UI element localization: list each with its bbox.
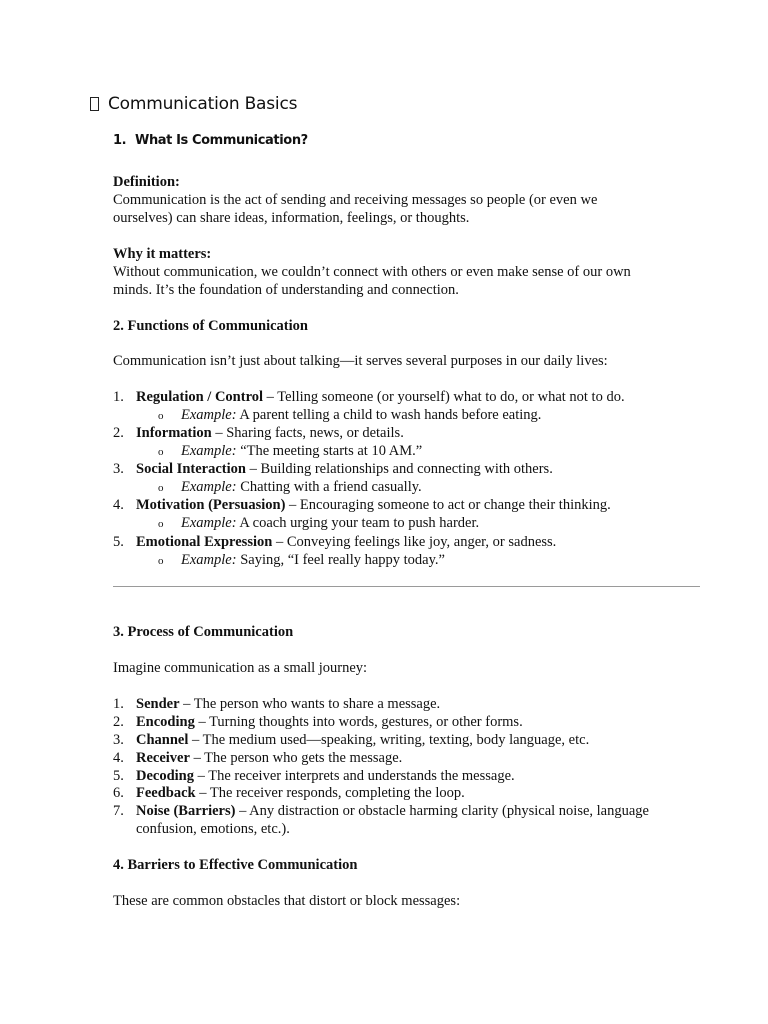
bullet-icon: o <box>158 555 164 567</box>
list-item-number: 1. <box>113 389 124 405</box>
list-item-number: 6. <box>113 785 124 801</box>
list-item-desc: – Building relationships and connecting with others. <box>245 461 553 477</box>
list-item-term: Noise (Barriers) <box>136 803 236 819</box>
list-item-term: Feedback <box>136 785 196 801</box>
list-item <box>113 424 404 442</box>
example-item <box>158 551 445 570</box>
section-3-intro: Imagine communication as a small journey: <box>113 660 368 676</box>
bullet-icon: o <box>158 482 164 494</box>
section-4-intro: These are common obstacles that distort or block messages: <box>113 893 461 909</box>
section-2-heading: 2. Functions of Communication <box>113 318 308 334</box>
list-item-desc: – The person who gets the message. <box>189 750 403 766</box>
why-line-1: Without communication, we couldn’t connect with others or even make sense of our own <box>113 264 631 280</box>
horizontal-divider <box>113 586 700 587</box>
list-item-number: 5. <box>113 768 124 784</box>
list-item-number: 2. <box>113 714 124 730</box>
list-item-term: Information <box>136 425 212 441</box>
list-item-term: Encoding <box>136 714 195 730</box>
list-item-desc: – Sharing facts, news, or details. <box>211 425 404 441</box>
section-4-heading: 4. Barriers to Effective Communication <box>113 857 358 873</box>
list-item <box>113 713 523 731</box>
example-label: Example: <box>181 443 237 459</box>
list-item <box>113 388 625 406</box>
example-text: Saying, “I feel really happy today.” <box>236 552 445 568</box>
list-item <box>113 731 589 749</box>
why-label: Why it matters: <box>113 246 212 262</box>
list-item <box>113 496 611 514</box>
list-item-desc: – Telling someone (or yourself) what to do, or what not to do. <box>263 389 625 405</box>
list-item-term: Motivation (Persuasion) <box>136 497 286 513</box>
bullet-icon: o <box>158 518 164 530</box>
list-item-term: Regulation / Control <box>136 389 264 405</box>
list-item-desc: – The receiver responds, completing the loop. <box>195 785 465 801</box>
list-item-desc: – The person who wants to share a message. <box>179 696 441 712</box>
list-item-term: Channel <box>136 732 189 748</box>
bullet-icon: o <box>158 410 164 422</box>
list-item-desc: – The receiver interprets and understands the message. <box>194 768 515 784</box>
example-text: “The meeting starts at 10 AM.” <box>236 443 423 459</box>
list-item <box>113 749 402 767</box>
list-item-term: Emotional Expression <box>136 534 273 550</box>
list-item-term: Social Interaction <box>136 461 246 477</box>
list-item-number: 4. <box>113 750 124 766</box>
example-item <box>158 442 422 461</box>
section-1-heading <box>113 133 308 148</box>
list-item-number: 7. <box>113 803 124 819</box>
example-text: Chatting with a friend casually. <box>236 479 422 495</box>
list-item <box>113 802 649 820</box>
example-item <box>158 478 422 497</box>
list-item-number: 4. <box>113 497 124 513</box>
example-text: A coach urging your team to push harder. <box>236 515 480 531</box>
list-item-number: 3. <box>113 461 124 477</box>
document-title-text: Communication Basics <box>108 94 298 114</box>
list-item <box>113 767 515 785</box>
list-item-number: 1. <box>113 696 124 712</box>
list-item-number: 5. <box>113 534 124 550</box>
example-text: A parent telling a child to wash hands before eating. <box>236 407 542 423</box>
definition-label: Definition: <box>113 174 180 190</box>
list-item-desc: – Encouraging someone to act or change their thinking. <box>285 497 611 513</box>
example-label: Example: <box>181 552 237 568</box>
missing-glyph-icon <box>90 97 99 111</box>
section-1-number: 1. <box>113 133 127 148</box>
example-label: Example: <box>181 515 237 531</box>
example-label: Example: <box>181 479 237 495</box>
section-2-intro: Communication isn’t just about talking—it serves several purposes in our daily lives: <box>113 353 608 369</box>
section-3-heading: 3. Process of Communication <box>113 624 294 640</box>
list-item-term: Sender <box>136 696 180 712</box>
list-item-term: Receiver <box>136 750 190 766</box>
list-item <box>113 533 556 551</box>
list-item-desc: – Turning thoughts into words, gestures, or other forms. <box>194 714 523 730</box>
bullet-icon: o <box>158 446 164 458</box>
list-item <box>113 784 465 802</box>
list-item <box>113 695 440 713</box>
list-item-number: 2. <box>113 425 124 441</box>
list-item-desc: – The medium used—speaking, writing, texting, body language, etc. <box>188 732 590 748</box>
section-1-heading-text: What Is Communication? <box>135 133 308 148</box>
list-item-term: Decoding <box>136 768 194 784</box>
list-item-desc-continued: confusion, emotions, etc.). <box>136 821 290 837</box>
document-title <box>90 94 297 114</box>
list-item <box>113 460 553 478</box>
example-item <box>158 514 479 533</box>
list-item-desc: – Any distraction or obstacle harming clarity (physical noise, language <box>235 803 649 819</box>
definition-line-1: Communication is the act of sending and receiving messages so people (or even we <box>113 192 598 208</box>
definition-line-2: ourselves) can share ideas, information, feelings, or thoughts. <box>113 210 470 226</box>
list-item-number: 3. <box>113 732 124 748</box>
example-label: Example: <box>181 407 237 423</box>
example-item <box>158 406 541 425</box>
list-item-desc: – Conveying feelings like joy, anger, or sadness. <box>272 534 557 550</box>
why-line-2: minds. It’s the foundation of understanding and connection. <box>113 282 459 298</box>
